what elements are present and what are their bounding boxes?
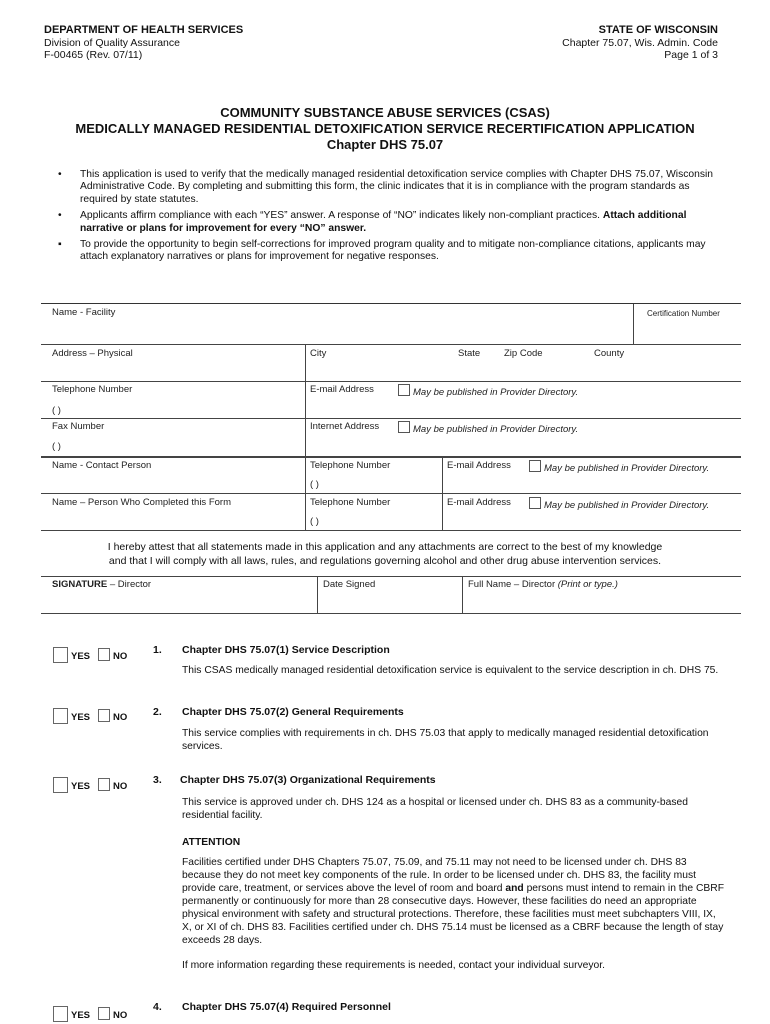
county-field[interactable]: County <box>594 348 625 359</box>
attestation-statement: I hereby attest that all statements made in this application and any attachments are correct to the best of my knowledge and that I will comply with all laws, rules, and regulations governing alcohol and other drug abuse intervention services. <box>107 541 663 567</box>
bullet-icon: ▪ <box>58 239 62 251</box>
yes-checkbox[interactable] <box>53 647 68 663</box>
contact-email-field[interactable]: E-mail Address <box>447 460 511 471</box>
yes-no-choice: YES NO <box>53 777 127 793</box>
document-title <box>0 105 770 153</box>
instruction-item: • Applicants affirm compliance with each “YES” answer. A response of “NO” indicates likely non-compliant practices. Attach additional narrative or plans for improvement for every “NO” answer. <box>58 210 687 234</box>
instructions-list <box>58 169 728 268</box>
publish-email-option: May be published in Provider Directory. <box>398 384 578 398</box>
form-number: F-00465 (Rev. 07/11) <box>44 49 143 61</box>
signature-field[interactable]: SIGNATURE – Director <box>52 579 152 590</box>
address-field[interactable]: Address – Physical <box>52 348 133 359</box>
section-number: 4. <box>153 1001 162 1013</box>
city-field[interactable]: City <box>310 348 327 359</box>
department-name: DEPARTMENT OF HEALTH SERVICES <box>44 24 244 36</box>
title-line-2: MEDICALLY MANAGED RESIDENTIAL DETOXIFICATION SERVICE RECERTIFICATION APPLICATION <box>75 121 695 136</box>
section-heading: Chapter DHS 75.07(3) Organizational Requirements <box>180 774 436 786</box>
bullet-icon: • <box>58 169 62 180</box>
date-signed-field[interactable]: Date Signed <box>323 579 376 590</box>
fax-field[interactable]: Fax Number <box>52 421 105 432</box>
zip-field[interactable]: Zip Code <box>504 348 543 359</box>
yes-checkbox[interactable] <box>53 1006 68 1022</box>
state-field[interactable]: State <box>458 348 481 359</box>
publish-internet-option: May be published in Provider Directory. <box>398 421 578 435</box>
yes-no-choice: YES NO <box>53 647 127 663</box>
title-line-1: COMMUNITY SUBSTANCE ABUSE SERVICES (CSAS) <box>220 105 550 120</box>
header-right <box>562 24 718 62</box>
instruction-item: ▪ To provide the opportunity to begin self-corrections for improved program quality and to mitigate non-compliance citations, applicants may attach explanatory narratives or plans for improvement for negative responses. <box>58 239 706 263</box>
page-number: Page 1 of 3 <box>664 49 718 61</box>
no-checkbox[interactable] <box>98 778 110 791</box>
fax-area-code: ( ) <box>52 441 61 452</box>
publish-checkbox[interactable] <box>398 421 410 433</box>
attention-note: If more information regarding these requirements is needed, contact your individual surveyor. <box>182 960 605 971</box>
publish-contact-email-option: May be published in Provider Directory. <box>529 460 709 474</box>
contact-telephone-area: ( ) <box>310 479 319 490</box>
section-heading: Chapter DHS 75.07(1) Service Description <box>182 644 390 656</box>
contact-telephone-field[interactable]: Telephone Number <box>310 460 391 471</box>
yes-checkbox[interactable] <box>53 708 68 724</box>
section-body: This service is approved under ch. DHS 124 as a hospital or licensed under ch. DHS 83 as a community-based residential facility. <box>182 797 688 821</box>
publish-checkbox[interactable] <box>398 384 410 396</box>
certification-number-field[interactable]: Certification Number <box>647 309 720 318</box>
no-checkbox[interactable] <box>98 648 110 661</box>
section-number: 3. <box>153 774 162 786</box>
instruction-item: • This application is used to verify that the medically managed residential detoxification service complies with Chapter DHS 75.07, Wisconsin Administrative Code. By completing and submitting this form, the clinic indicates that it is in compliance with the program standards as required by state statutes. <box>58 169 713 205</box>
section-heading: Chapter DHS 75.07(2) General Requirements <box>182 706 404 718</box>
full-name-field[interactable]: Full Name – Director (Print or type.) <box>468 579 618 590</box>
attention-heading: ATTENTION <box>182 837 241 848</box>
division-name: Division of Quality Assurance <box>44 36 180 49</box>
section-number: 2. <box>153 706 162 718</box>
section-number: 1. <box>153 644 162 656</box>
no-checkbox[interactable] <box>98 1007 110 1020</box>
completed-by-email-field[interactable]: E-mail Address <box>447 497 511 508</box>
no-checkbox[interactable] <box>98 709 110 722</box>
section-body: This CSAS medically managed residential detoxification service is equivalent to the service description in ch. DHS 75. <box>182 665 719 676</box>
bullet-icon: • <box>58 210 62 222</box>
telephone-field[interactable]: Telephone Number <box>52 384 133 395</box>
telephone-area-code: ( ) <box>52 405 61 416</box>
attention-paragraph: Facilities certified under DHS Chapters 75.07, 75.09, and 75.11 may not need to be licensed under ch. DHS 83 because they do not meet key components of the rule. In order to be licensed under ch. DHS 83, the facility must provide care, treatment, or services above the level of room and board and persons must intend to remain in the CBRF permanently or continuously for more than 28 consecutive days. However, these facilities do need an appropriate physical environment with safety and structural protections. Therefore, these facilities must meet subchapters VIII, IX, X, or XI of ch. DHS 83. Facilities certified under ch. DHS 75.14 must be licensed as a CBRF because the length of stay exceeds 28 days. <box>182 857 725 946</box>
completed-by-field[interactable]: Name – Person Who Completed this Form <box>52 497 231 508</box>
facility-name-field[interactable]: Name - Facility <box>52 307 116 318</box>
publish-completed-email-option: May be published in Provider Directory. <box>529 497 709 511</box>
completed-by-telephone-area: ( ) <box>310 516 319 527</box>
yes-checkbox[interactable] <box>53 777 68 793</box>
header-left <box>44 24 243 62</box>
section-body: This service complies with requirements in ch. DHS 75.03 that apply to medically managed residential detoxification services. <box>182 728 709 752</box>
title-line-3: Chapter DHS 75.07 <box>326 137 444 152</box>
section-heading: Chapter DHS 75.07(4) Required Personnel <box>182 1001 391 1013</box>
yes-no-choice: YES NO <box>53 1006 127 1022</box>
email-field[interactable]: E-mail Address <box>310 384 374 395</box>
state-name: STATE OF WISCONSIN <box>598 24 718 36</box>
publish-checkbox[interactable] <box>529 460 541 472</box>
publish-checkbox[interactable] <box>529 497 541 509</box>
internet-address-field[interactable]: Internet Address <box>310 421 380 432</box>
completed-by-telephone-field[interactable]: Telephone Number <box>310 497 391 508</box>
contact-person-field[interactable]: Name - Contact Person <box>52 460 152 471</box>
yes-no-choice: YES NO <box>53 708 127 724</box>
chapter-reference: Chapter 75.07, Wis. Admin. Code <box>562 36 718 49</box>
